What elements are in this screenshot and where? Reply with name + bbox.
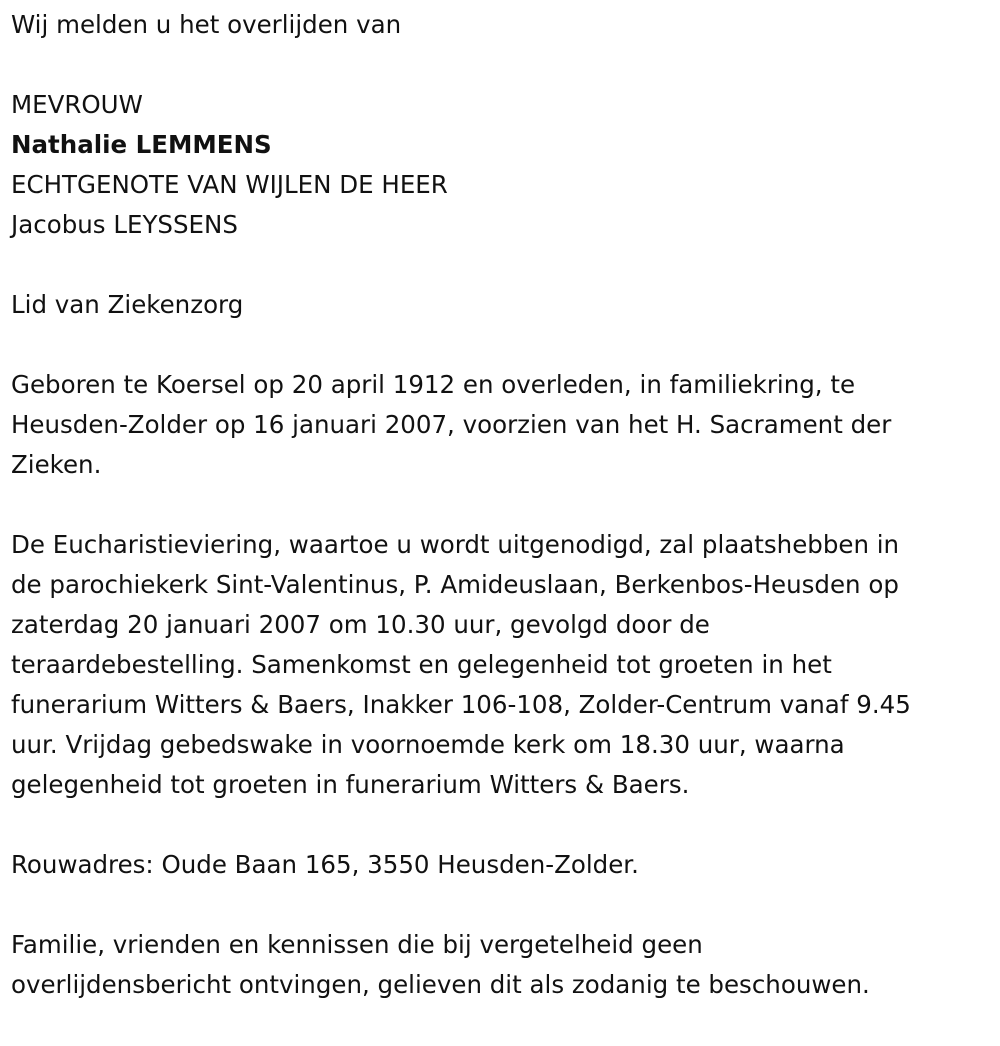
closing-line: overlijdensbericht ontvingen, gelieven dit als zodanig te beschouwen. xyxy=(11,970,870,999)
death-notice xyxy=(11,5,996,1005)
intro-text: Wij melden u het overlijden van xyxy=(11,10,402,39)
ceremony-line: de parochiekerk Sint-Valentinus, P. Amideuslaan, Berkenbos-Heusden op xyxy=(11,570,899,599)
ceremony-line: gelegenheid tot groeten in funerarium Witters & Baers. xyxy=(11,770,690,799)
birth-death-paragraph xyxy=(11,365,996,485)
closing-paragraph xyxy=(11,925,996,1005)
ceremony-line: zaterdag 20 januari 2007 om 10.30 uur, gevolgd door de xyxy=(11,610,710,639)
birth-death-line: Geboren te Koersel op 20 april 1912 en overleden, in familiekring, te xyxy=(11,370,856,399)
birth-death-line: Heusden-Zolder op 16 januari 2007, voorzien van het H. Sacrament der xyxy=(11,410,892,439)
ceremony-line: De Eucharistieviering, waartoe u wordt uitgenodigd, zal plaatshebben in xyxy=(11,530,900,559)
spouse-name: Jacobus LEYSSENS xyxy=(11,210,238,239)
relation-label: ECHTGENOTE VAN WIJLEN DE HEER xyxy=(11,170,448,199)
mourning-address: Rouwadres: Oude Baan 165, 3550 Heusden-Zolder. xyxy=(11,850,639,879)
ceremony-line: funerarium Witters & Baers, Inakker 106-108, Zolder-Centrum vanaf 9.45 xyxy=(11,690,911,719)
membership-text: Lid van Ziekenzorg xyxy=(11,290,244,319)
ceremony-line: uur. Vrijdag gebedswake in voornoemde kerk om 18.30 uur, waarna xyxy=(11,730,845,759)
birth-death-line: Zieken. xyxy=(11,450,102,479)
deceased-name: Nathalie LEMMENS xyxy=(11,130,272,159)
ceremony-line: teraardebestelling. Samenkomst en gelegenheid tot groeten in het xyxy=(11,650,832,679)
closing-line: Familie, vrienden en kennissen die bij vergetelheid geen xyxy=(11,930,703,959)
ceremony-paragraph xyxy=(11,525,996,805)
title-text: MEVROUW xyxy=(11,90,143,119)
